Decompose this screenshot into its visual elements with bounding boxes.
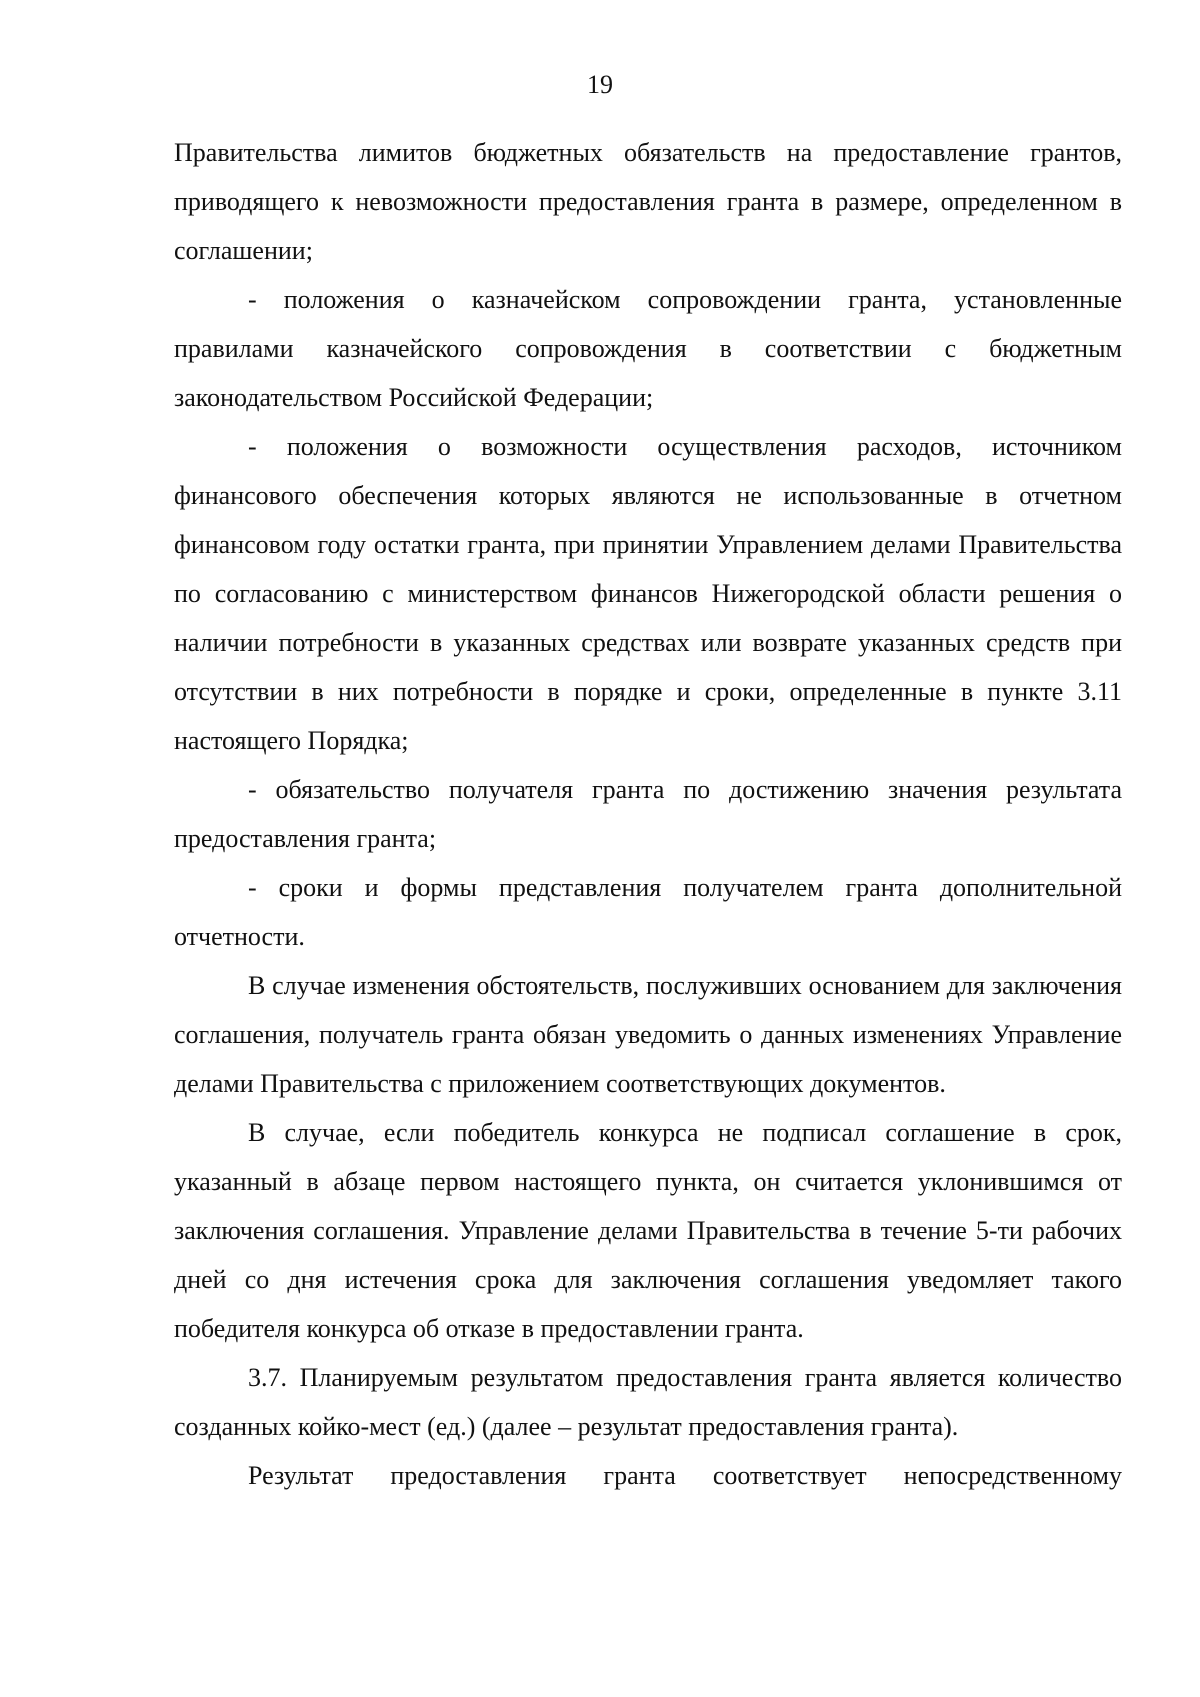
paragraph-result-correspondence: Результат предоставления гранта соответствует непосредственному [248, 1461, 1122, 1490]
paragraph-treasury-support: - положения о казначейском сопровождении гранта, установленные правилами казначейского сопровождения в соответствии с бюджетным законодательством Российской Федерации; [174, 285, 1122, 412]
paragraph-reporting-terms: - сроки и формы представления получателем гранта дополнительной отчетности. [174, 873, 1122, 951]
paragraph-recipient-obligation: - обязательство получателя гранта по достижению значения результата предоставления гранта; [174, 775, 1122, 853]
paragraph-winner-evasion: В случае, если победитель конкурса не подписал соглашение в срок, указанный в абзаце первом настоящего пункта, он считается уклонившимся от заключения соглашения. Управление делами Правительства в течение 5-ти рабочих дней со дня истечения срока для заключения соглашения уведомляет такого победителя конкурса об отказе в предоставлении гранта. [174, 1118, 1122, 1343]
page-number: 19 [587, 70, 613, 99]
paragraph-continuation: Правительства лимитов бюджетных обязательств на предоставление грантов, приводящего к невозможности предоставления гранта в размере, определенном в соглашении; [174, 138, 1122, 265]
paragraph-circumstances-change: В случае изменения обстоятельств, послуживших основанием для заключения соглашения, получатель гранта обязан уведомить о данных изменениях Управление делами Правительства с приложением соответствующих документов. [174, 971, 1122, 1098]
paragraph-expenditure-possibility: - положения о возможности осуществления расходов, источником финансового обеспечения которых являются не использованные в отчетном финансовом году остатки гранта, при принятии Управлением делами Правительства по согласованию с министерством финансов Нижегородской области решения о наличии потребности в указанных средствах или возврате указанных средств при отсутствии в них потребности в порядке и сроки, определенные в пункте 3.11 настоящего Порядка; [174, 432, 1122, 755]
document-body [174, 128, 1122, 1500]
paragraph-3-7-planned-result: 3.7. Планируемым результатом предоставления гранта является количество созданных койко-мест (ед.) (далее – результат предоставления гранта). [174, 1363, 1122, 1441]
